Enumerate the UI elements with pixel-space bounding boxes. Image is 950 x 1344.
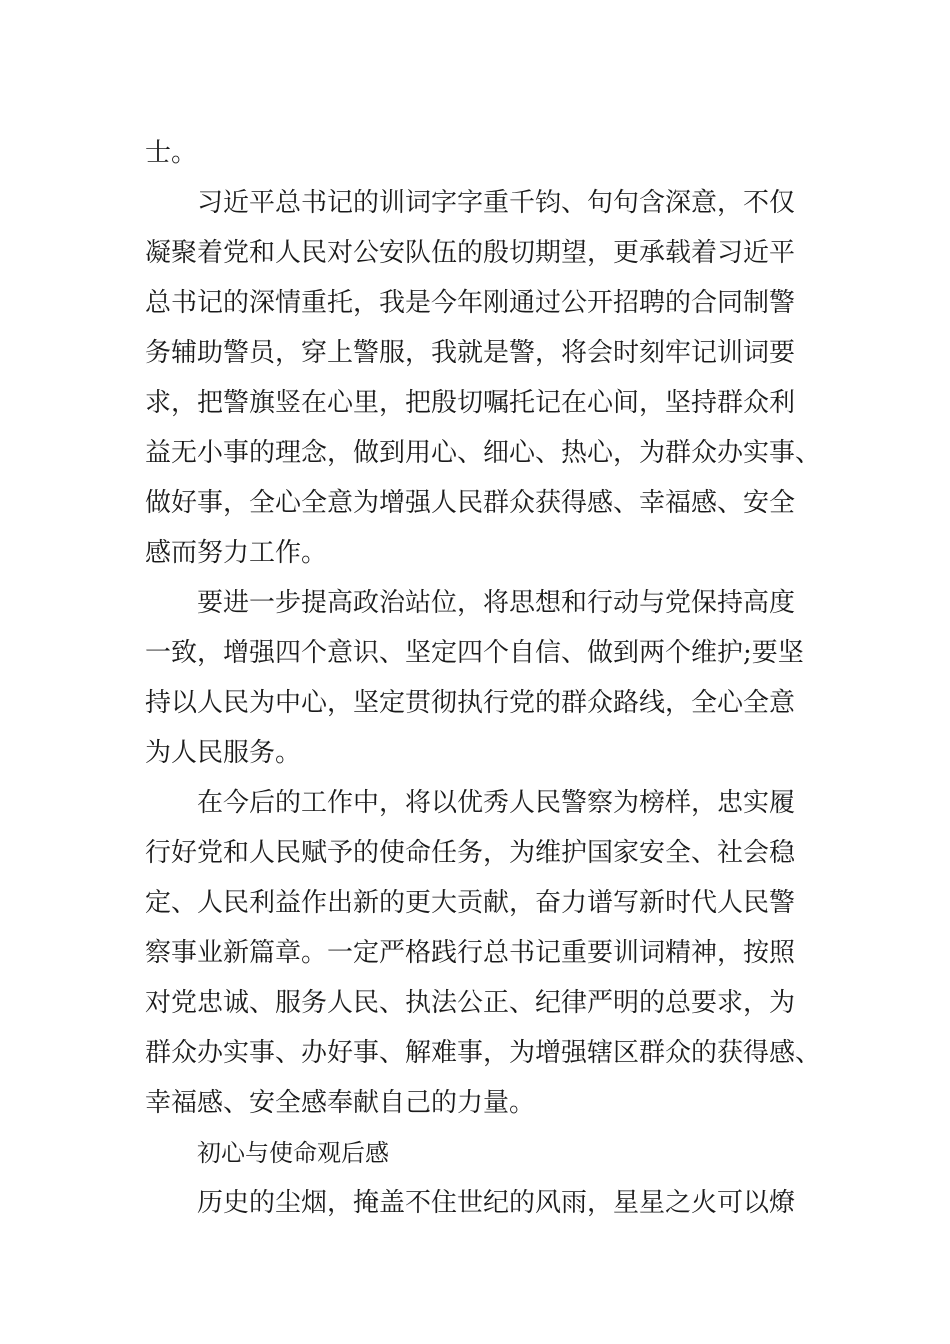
text-line: 历史的尘烟，掩盖不住世纪的风雨，星星之火可以燎 — [197, 1188, 796, 1218]
text-line: 要进一步提高政治站位，将思想和行动与党保持高度 — [197, 588, 796, 618]
section-heading: 初心与使命观后感 — [197, 1139, 389, 1167]
text-line: 群众办实事、办好事、解难事，为增强辖区群众的获得感、 — [145, 1038, 822, 1068]
text-line: 凝聚着党和人民对公安队伍的殷切期望，更承载着习近平 — [145, 238, 796, 268]
text-line: 习近平总书记的训词字字重千钧、句句含深意，不仅 — [197, 188, 796, 218]
text-line: 益无小事的理念，做到用心、细心、热心，为群众办实事、 — [145, 438, 822, 468]
text-line: 总书记的深情重托，我是今年刚通过公开招聘的合同制警 — [145, 288, 796, 318]
text-line: 感而努力工作。 — [145, 538, 328, 568]
text-line: 为人民服务。 — [145, 738, 302, 768]
text-line: 对党忠诚、服务人民、执法公正、纪律严明的总要求，为 — [145, 988, 796, 1018]
body-text — [145, 128, 822, 1228]
text-line: 务辅助警员，穿上警服，我就是警，将会时刻牢记训词要 — [145, 338, 796, 368]
text-line: 持以人民为中心，坚定贯彻执行党的群众路线，全心全意 — [145, 688, 796, 718]
text-line: 定、人民利益作出新的更大贡献，奋力谱写新时代人民警 — [145, 888, 796, 918]
text-line: 行好党和人民赋予的使命任务，为维护国家安全、社会稳 — [145, 838, 796, 868]
text-line: 做好事，全心全意为增强人民群众获得感、幸福感、安全 — [145, 488, 796, 518]
text-line: 在今后的工作中，将以优秀人民警察为榜样，忠实履 — [197, 788, 796, 818]
text-line: 幸福感、安全感奉献自己的力量。 — [145, 1088, 536, 1118]
text-line: 察事业新篇章。一定严格践行总书记重要训词精神，按照 — [145, 938, 796, 968]
text-line: 一致，增强四个意识、坚定四个自信、做到两个维护;要坚 — [145, 638, 804, 668]
text-line: 士。 — [145, 138, 198, 168]
text-line: 求，把警旗竖在心里，把殷切嘱托记在心间，坚持群众利 — [145, 388, 796, 418]
